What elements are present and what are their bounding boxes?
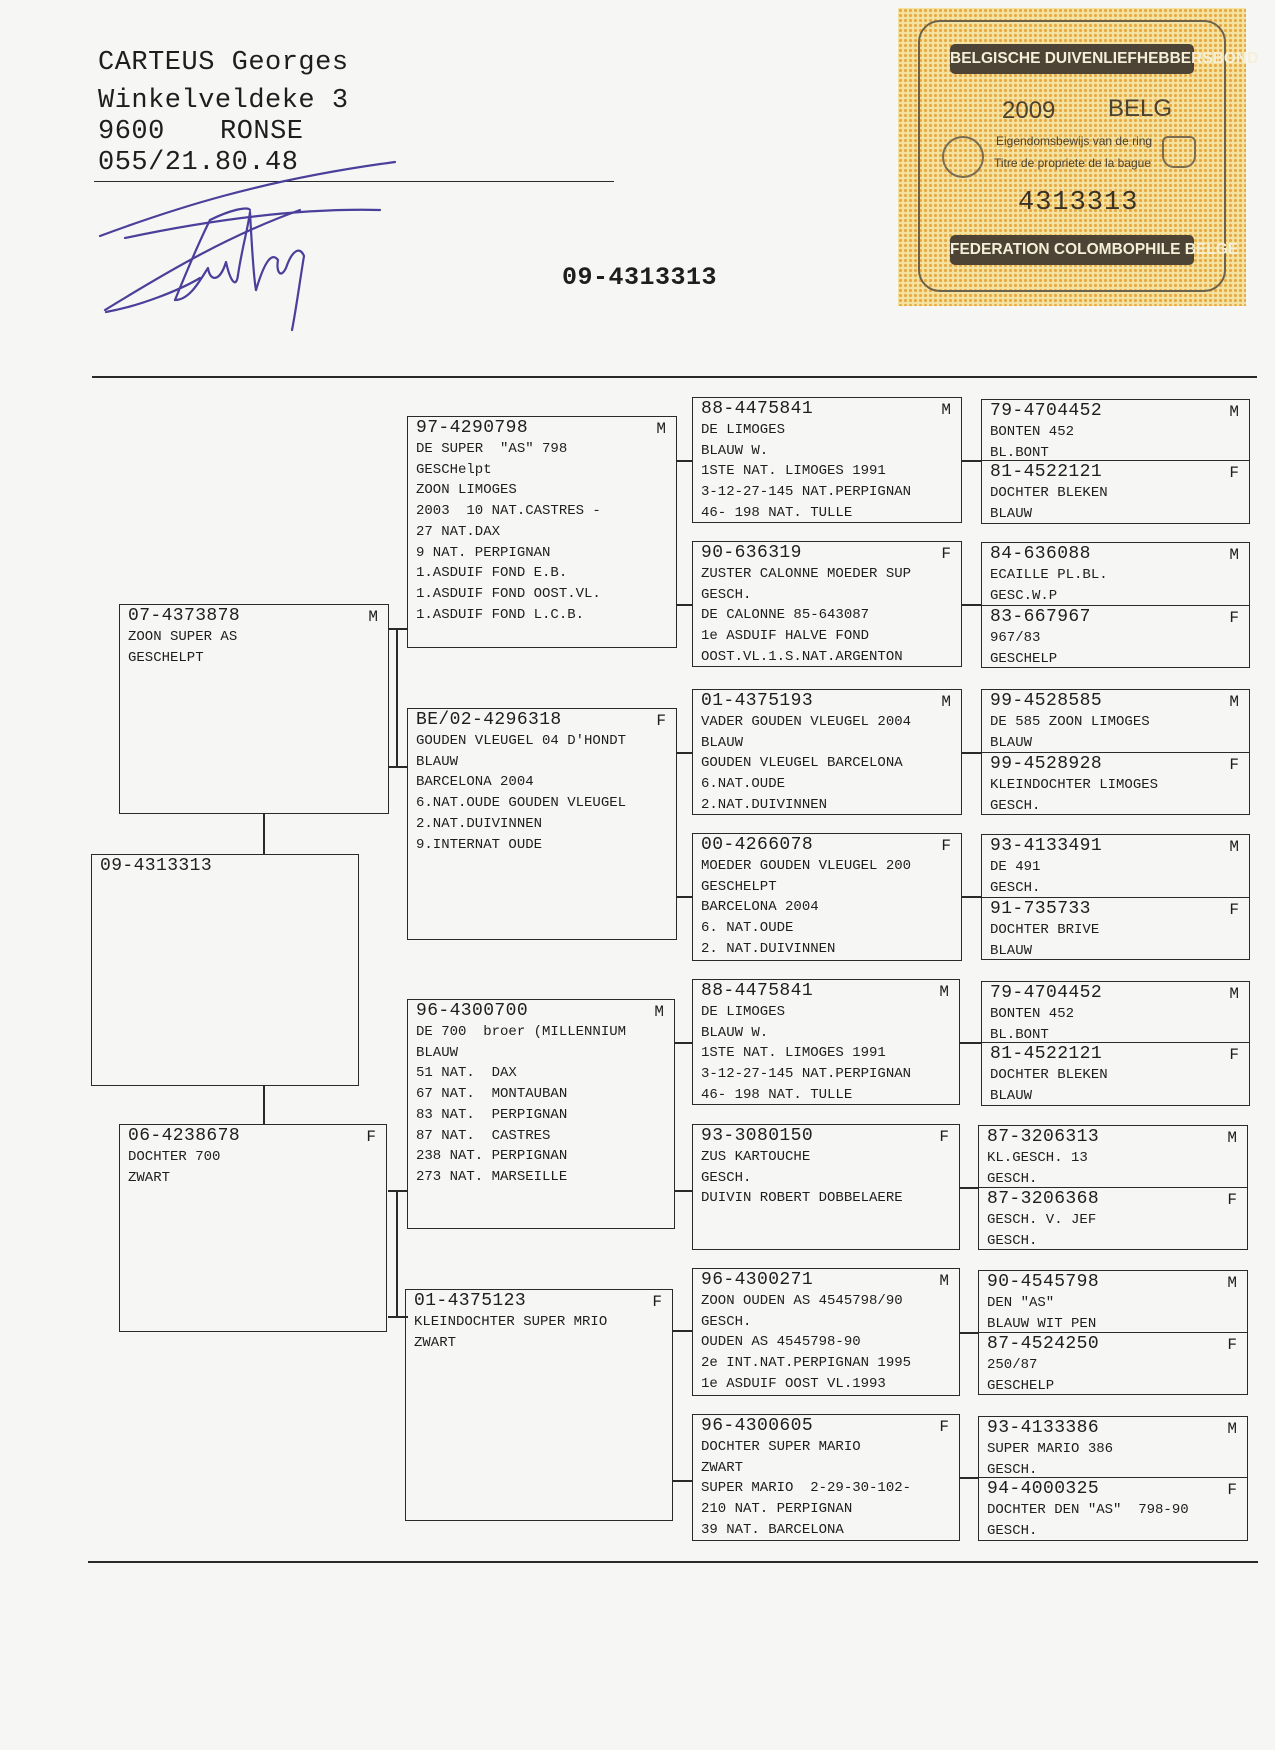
ring-number: 87-3206368	[987, 1189, 1100, 1209]
sex-marker: F	[656, 712, 666, 730]
pedigree-line: GESCH.	[987, 1522, 1038, 1539]
sex-marker: F	[1229, 756, 1239, 774]
connector-line	[675, 1042, 692, 1044]
connector-line	[962, 604, 981, 606]
pedigree-box-g2	[981, 460, 1250, 524]
pedigree-line: BLAUW	[701, 734, 744, 751]
pedigree-line: BLAUW	[416, 1044, 459, 1061]
sex-marker: F	[941, 837, 951, 855]
ring-number: 81-4522121	[990, 1044, 1103, 1064]
ring-number: 83-667967	[990, 607, 1091, 627]
sex-marker: M	[1229, 546, 1239, 564]
sex-marker: M	[654, 1003, 664, 1021]
connector-line	[396, 628, 398, 768]
owner-postal: 9600	[98, 117, 165, 147]
pedigree-line: DOCHTER BLEKEN	[990, 1067, 1108, 1083]
pedigree-box-g13	[978, 1270, 1248, 1333]
sex-marker: F	[1227, 1191, 1237, 1209]
pedigree-line: 1e ASDUIF OOST VL.1993	[701, 1375, 886, 1392]
pedigree-line: 1.ASDUIF FOND E.B.	[416, 565, 568, 582]
ring-card-top-banner: BELGISCHE DUIVENLIEFHEBBERSBOND	[950, 44, 1194, 74]
pedigree-box-ff	[407, 416, 677, 648]
pedigree-line: GESCH. V. JEF	[987, 1212, 1097, 1228]
pedigree-line: 27 NAT.DAX	[416, 523, 501, 540]
ring-number: 93-4133386	[987, 1418, 1100, 1438]
pedigree-line: DE SUPER "AS" 798	[416, 441, 568, 457]
pedigree-line: 6.NAT.OUDE GOUDEN VLEUGEL	[416, 795, 627, 812]
ring-number: 01-4375193	[701, 691, 814, 711]
pedigree-line: DUIVIN ROBERT DOBBELAERE	[701, 1190, 903, 1207]
pedigree-line: 3-12-27-145 NAT.PERPIGNAN	[701, 484, 912, 501]
pedigree-line: DOCHTER BLEKEN	[990, 485, 1108, 501]
pedigree-box-g7	[981, 834, 1250, 898]
pedigree-line: GESCH.	[987, 1461, 1038, 1478]
sex-marker: M	[939, 1272, 949, 1290]
connector-line	[263, 814, 265, 854]
pedigree-line: GOUDEN VLEUGEL BARCELONA	[701, 755, 903, 772]
sex-marker: M	[368, 608, 378, 626]
pedigree-box-g5	[981, 689, 1250, 753]
pedigree-line: DOCHTER 700	[128, 1149, 221, 1165]
sex-marker: M	[656, 420, 666, 438]
pedigree-line: 1.ASDUIF FOND OOST.VL.	[416, 585, 601, 602]
pedigree-line: 2.NAT.DUIVINNEN	[416, 815, 543, 832]
pedigree-line: 6. NAT.OUDE	[701, 920, 794, 937]
pedigree-line: 2. NAT.DUIVINNEN	[701, 940, 836, 957]
pedigree-line: 1e ASDUIF HALVE FOND	[701, 628, 870, 645]
pedigree-line: BARCELONA 2004	[416, 774, 534, 791]
ring-number: 81-4522121	[990, 462, 1103, 482]
pedigree-line: VADER GOUDEN VLEUGEL 2004	[701, 714, 912, 730]
connector-line	[960, 1477, 978, 1479]
pedigree-box-mfm	[692, 1124, 960, 1250]
ring-card-country: BELG	[1108, 95, 1173, 122]
ring-number: 97-4290798	[416, 418, 529, 438]
ring-card-seal	[942, 136, 984, 178]
pedigree-line: GESCHELPT	[128, 649, 204, 666]
pedigree-line: DE CALONNE 85-643087	[701, 607, 870, 624]
owner-name: CARTEUS Georges	[98, 48, 349, 78]
sex-marker: M	[941, 401, 951, 419]
pedigree-line: GESCH.	[987, 1170, 1038, 1187]
connector-line	[962, 752, 981, 754]
connector-line	[677, 752, 692, 754]
sex-marker: F	[1229, 464, 1239, 482]
connector-line	[962, 896, 981, 898]
connector-line	[962, 460, 981, 462]
sex-marker: F	[1229, 901, 1239, 919]
pedigree-line: OUDEN AS 4545798-90	[701, 1334, 861, 1351]
ring-number: 90-636319	[701, 543, 802, 563]
pedigree-line: BLAUW	[416, 753, 459, 770]
ring-number: 84-636088	[990, 544, 1091, 564]
pedigree-line: DOCHTER BRIVE	[990, 922, 1100, 938]
ring-number: 09-4313313	[100, 856, 213, 876]
pedigree-line: SUPER MARIO 386	[987, 1441, 1114, 1457]
owner-phone: 055/21.80.48	[98, 148, 299, 178]
bottom-rule	[88, 1561, 1258, 1563]
ring-number: 91-735733	[990, 899, 1091, 919]
pedigree-box-fmm	[692, 833, 962, 961]
connector-line	[960, 1187, 978, 1189]
pedigree-box-g6	[981, 752, 1250, 815]
pedigree-line: ZWART	[128, 1169, 171, 1186]
pedigree-line: KL.GESCH. 13	[987, 1150, 1088, 1166]
pedigree-line: 2.NAT.DUIVINNEN	[701, 796, 828, 813]
pedigree-line: 46- 198 NAT. TULLE	[701, 1086, 853, 1103]
ring-number: 79-4704452	[990, 401, 1103, 421]
pedigree-line: KLEINDOCHTER LIMOGES	[990, 777, 1159, 793]
pedigree-line: 9.INTERNAT OUDE	[416, 836, 543, 853]
pedigree-line: BL.BONT	[990, 444, 1049, 461]
sex-marker: M	[941, 693, 951, 711]
pedigree-box-g4	[981, 605, 1250, 668]
pedigree-line: 250/87	[987, 1357, 1038, 1373]
pedigree-line: OOST.VL.1.S.NAT.ARGENTON	[701, 648, 903, 665]
pedigree-line: BLAUW	[990, 942, 1033, 959]
pedigree-line: GESCH.	[990, 879, 1041, 896]
pedigree-line: KLEINDOCHTER SUPER MRIO	[414, 1314, 608, 1330]
pedigree-line: 9 NAT. PERPIGNAN	[416, 544, 551, 561]
connector-line	[677, 896, 692, 898]
pedigree-line: SUPER MARIO 2-29-30-102-	[701, 1480, 912, 1497]
sex-marker: F	[1227, 1481, 1237, 1499]
ring-card-line-fr: Titre de propriete de la bague	[994, 156, 1151, 170]
pedigree-line: DE LIMOGES	[701, 422, 786, 438]
ring-card	[898, 8, 1259, 306]
ring-number: 99-4528585	[990, 691, 1103, 711]
sex-marker: M	[1227, 1129, 1237, 1147]
connector-line	[677, 460, 692, 462]
pedigree-line: BLAUW WIT PEN	[987, 1315, 1097, 1332]
pedigree-line: BLAUW W.	[701, 1024, 769, 1041]
pedigree-line: 238 NAT. PERPIGNAN	[416, 1148, 568, 1165]
ring-number: 87-4524250	[987, 1334, 1100, 1354]
pedigree-line: 1STE NAT. LIMOGES 1991	[701, 463, 886, 480]
connector-line	[677, 604, 679, 606]
connector-line	[388, 766, 408, 768]
pedigree-line: 967/83	[990, 630, 1041, 646]
sex-marker: F	[939, 1418, 949, 1436]
pedigree-line: ZOON SUPER AS	[128, 629, 238, 645]
ring-number: 88-4475841	[701, 981, 814, 1001]
pedigree-line: 2003 10 NAT.CASTRES -	[416, 503, 601, 520]
pedigree-line: DEN "AS"	[987, 1295, 1055, 1311]
pedigree-line: 67 NAT. MONTAUBAN	[416, 1086, 568, 1103]
pedigree-box-g14	[978, 1332, 1248, 1395]
sex-marker: F	[652, 1293, 662, 1311]
sex-marker: M	[1229, 838, 1239, 856]
pedigree-line: 51 NAT. DAX	[416, 1065, 517, 1082]
pedigree-line: DOCHTER SUPER MARIO	[701, 1439, 861, 1455]
pedigree-line: 273 NAT. MARSEILLE	[416, 1168, 568, 1185]
connector-line	[396, 1190, 398, 1318]
sex-marker: F	[1229, 609, 1239, 627]
sex-marker: M	[1229, 403, 1239, 421]
pedigree-box-mf	[407, 999, 675, 1229]
ring-card-crown-icon	[1162, 136, 1196, 168]
pedigree-box-fmf	[692, 689, 962, 815]
pedigree-box-g9	[981, 981, 1250, 1043]
ring-number: 06-4238678	[128, 1126, 241, 1146]
pedigree-line: BONTEN 452	[990, 424, 1075, 440]
sex-marker: F	[941, 545, 951, 563]
ring-number: 96-4300271	[701, 1270, 814, 1290]
pedigree-line: GESCH.	[701, 1313, 752, 1330]
pedigree-line: BLAUW	[990, 1087, 1033, 1104]
pedigree-line: 39 NAT. BARCELONA	[701, 1521, 844, 1538]
pedigree-box-g8	[981, 897, 1250, 960]
pedigree-box-ffm	[692, 541, 962, 667]
pedigree-line: ZOON OUDEN AS 4545798/90	[701, 1293, 903, 1309]
pedigree-line: 3-12-27-145 NAT.PERPIGNAN	[701, 1066, 912, 1083]
pedigree-line: BARCELONA 2004	[701, 899, 819, 916]
pedigree-line: BLAUW W.	[701, 442, 769, 459]
sex-marker: M	[1229, 985, 1239, 1003]
pedigree-line: DE LIMOGES	[701, 1004, 786, 1020]
ring-number: 07-4373878	[128, 606, 241, 626]
pedigree-box-fff	[692, 397, 962, 523]
pedigree-box-mm	[405, 1289, 673, 1521]
pedigree-line: DE 700 broer (MILLENNIUM	[416, 1024, 627, 1040]
sex-marker: F	[939, 1128, 949, 1146]
connector-line	[673, 1480, 692, 1482]
sex-marker: M	[1229, 693, 1239, 711]
owner-street: Winkelveldeke 3	[98, 86, 349, 116]
pedigree-line: MOEDER GOUDEN VLEUGEL 200	[701, 858, 912, 874]
pedigree-line: 2e INT.NAT.PERPIGNAN 1995	[701, 1355, 912, 1372]
owner-city: RONSE	[220, 117, 304, 147]
ring-number: 79-4704452	[990, 983, 1103, 1003]
pedigree-line: 6.NAT.OUDE	[701, 776, 786, 793]
connector-line	[388, 1316, 408, 1318]
ring-number: 90-4545798	[987, 1272, 1100, 1292]
pedigree-box-g16	[978, 1477, 1248, 1541]
ring-number: 01-4375123	[414, 1291, 527, 1311]
sex-marker: M	[1227, 1420, 1237, 1438]
ring-number: BE/02-4296318	[416, 710, 562, 730]
sex-marker: F	[1227, 1336, 1237, 1354]
pigeon-title: 09-4313313	[562, 263, 718, 292]
ring-card-number: 4313313	[1018, 188, 1139, 218]
pedigree-line: DE 585 ZOON LIMOGES	[990, 714, 1150, 730]
sex-marker: M	[1227, 1274, 1237, 1292]
pedigree-line: GESCH.	[701, 1169, 752, 1186]
pedigree-box-g10	[981, 1042, 1250, 1106]
ring-number: 87-3206313	[987, 1127, 1100, 1147]
sex-marker: F	[366, 1128, 376, 1146]
pedigree-line: GESCH.	[990, 797, 1041, 814]
ring-number: 88-4475841	[701, 399, 814, 419]
pedigree-box-g3	[981, 542, 1250, 606]
pedigree-line: ZUS KARTOUCHE	[701, 1149, 811, 1165]
ring-number: 00-4266078	[701, 835, 814, 855]
connector-line	[673, 1330, 692, 1332]
pedigree-box-fm	[407, 708, 677, 940]
pedigree-line: 210 NAT. PERPIGNAN	[701, 1501, 853, 1518]
pedigree-line: GESCH.	[701, 586, 752, 603]
top-rule	[92, 376, 1257, 378]
pedigree-line: 46- 198 NAT. TULLE	[701, 504, 853, 521]
connector-line	[960, 1042, 981, 1044]
pedigree-box-g1	[981, 399, 1250, 461]
sex-marker: M	[939, 983, 949, 1001]
pedigree-line: 1.ASDUIF FOND L.C.B.	[416, 606, 585, 623]
pedigree-box-mmf	[692, 1268, 960, 1396]
pedigree-line: DOCHTER DEN "AS" 798-90	[987, 1502, 1189, 1518]
pedigree-line: 87 NAT. CASTRES	[416, 1127, 551, 1144]
pedigree-line: BLAUW	[990, 734, 1033, 751]
pedigree-box-g12	[978, 1187, 1248, 1250]
connector-line	[677, 604, 692, 606]
pedigree-line: GESCHelpt	[416, 461, 492, 478]
pedigree-box-father	[119, 604, 389, 814]
ring-number: 94-4000325	[987, 1479, 1100, 1499]
signature	[60, 150, 420, 350]
ring-number: 99-4528928	[990, 754, 1103, 774]
ring-number: 96-4300605	[701, 1416, 814, 1436]
ring-number: 93-4133491	[990, 836, 1103, 856]
pedigree-line: BL.BONT	[990, 1026, 1049, 1043]
connector-line	[263, 1086, 265, 1124]
ring-number: 96-4300700	[416, 1001, 529, 1021]
pedigree-box-subject	[91, 854, 359, 1086]
pedigree-line: ZUSTER CALONNE MOEDER SUP	[701, 566, 912, 582]
pedigree-line: ZWART	[701, 1459, 744, 1476]
pedigree-line: ZWART	[414, 1334, 457, 1351]
pedigree-box-mff	[692, 979, 960, 1105]
ring-card-line-nl: Eigendomsbewijs van de ring	[996, 134, 1153, 148]
connector-line	[388, 628, 408, 630]
ring-card-bottom-banner: FEDERATION COLOMBOPHILE BELGE	[950, 235, 1194, 265]
pedigree-box-g15	[978, 1416, 1248, 1478]
pedigree-line: GESCHELP	[990, 650, 1058, 667]
ring-number: 93-3080150	[701, 1126, 814, 1146]
pedigree-line: GESC.W.P	[990, 587, 1058, 604]
connector-line	[388, 1190, 408, 1192]
connector-line	[960, 1332, 978, 1334]
pedigree-line: GESCH.	[987, 1232, 1038, 1249]
pedigree-line: ECAILLE PL.BL.	[990, 567, 1108, 583]
pedigree-line: GESCHELP	[987, 1377, 1055, 1394]
pedigree-line: ZOON LIMOGES	[416, 482, 517, 499]
pedigree-box-g11	[978, 1125, 1248, 1188]
pedigree-line: GESCHELPT	[701, 878, 777, 895]
ring-card-year: 2009	[1002, 97, 1056, 124]
pedigree-line: 83 NAT. PERPIGNAN	[416, 1106, 568, 1123]
pedigree-box-mother	[119, 1124, 387, 1332]
pedigree-box-mmm	[692, 1414, 960, 1541]
pedigree-line: BLAUW	[990, 505, 1033, 522]
pedigree-line: 1STE NAT. LIMOGES 1991	[701, 1045, 886, 1062]
sex-marker: F	[1229, 1046, 1239, 1064]
pedigree-line: BONTEN 452	[990, 1006, 1075, 1022]
connector-line	[675, 1190, 692, 1192]
pedigree-line: DE 491	[990, 859, 1041, 875]
pedigree-line: GOUDEN VLEUGEL 04 D'HONDT	[416, 733, 627, 749]
